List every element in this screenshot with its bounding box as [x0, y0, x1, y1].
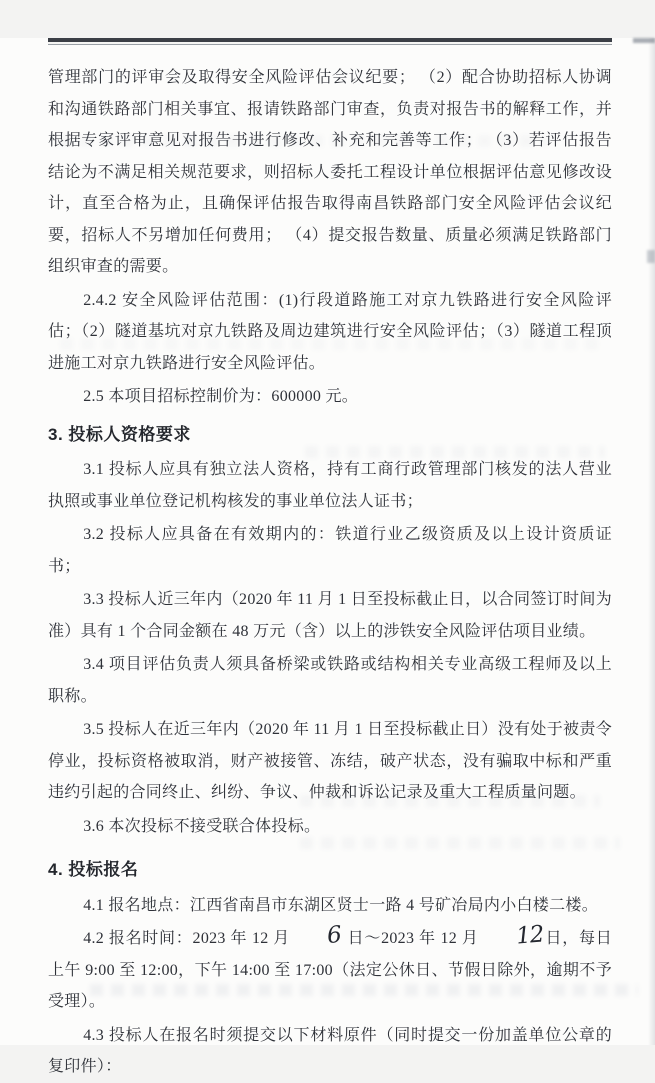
document-page [0, 38, 655, 1075]
clause-3-4: 3.4 项目评估负责人须具备桥梁或铁路或结构相关专业高级工程师及以上职称。 [48, 656, 612, 705]
scan-speck-right-edge [647, 250, 655, 263]
handwritten-day-end: 12 [514, 921, 545, 950]
header-rule [48, 38, 612, 45]
section-3-heading: 3. 投标人资格要求 [48, 424, 191, 444]
clause-4-2 [48, 923, 612, 1018]
clause-4-2-text-after: 日，每日上午 9:00 至 12:00，下午 14:00 至 17:00（法定公休日、节假日除外，逾期不予受理）。 [48, 930, 613, 1010]
clause-3-2: 3.2 投标人应具备在有效期内的：铁道行业乙级资质及以上设计资质证书； [48, 526, 612, 575]
page-edge-shadow [648, 38, 655, 1045]
section-4-heading: 4. 投标报名 [48, 860, 139, 879]
clause-4-3: 4.3 投标人在报名时须提交以下材料原件（同时提交一份加盖单位公章的复印件）： [48, 1026, 612, 1075]
clause-4-2-text-before: 4.2 报名时间：2023 年 12 月 [83, 930, 291, 947]
clause-3-6: 3.6 本次投标不接受联合体投标。 [83, 817, 321, 835]
clause-4-2-text-mid: 日～2023 年 12 月 [342, 930, 479, 947]
clause-2-5: 2.5 本项目招标控制价为：600000 元。 [83, 388, 359, 405]
handwritten-day-start: 6 [326, 921, 342, 950]
clause-2-4-2: 2.4.2 安全风险评估范围：(1)行段道路施工对京九铁路进行安全风险评估；（2）隧道基坑对京九铁路及周边建筑进行安全风险评估；（3）隧道工程顶进施工对京九铁路进行安全风险评估。 [48, 291, 612, 372]
clause-3-5: 3.5 投标人在近三年内（2020 年 11 月 1 日至投标截止日）没有处于被责令停业，投标资格被取消，财产被接管、冻结，破产状态，没有骗取中标和严重违约引起的合同终止、纠纷、争议、仲裁和诉讼记录及重大工程质量问题。 [48, 721, 612, 801]
clause-3-1: 3.1 投标人应具有独立法人资格，持有工商行政管理部门核发的法人营业执照或事业单位登记机构核发的事业单位法人证书； [48, 461, 612, 510]
paragraph-continuation: 管理部门的评审会及取得安全风险评估会议纪要； （2）配合协助招标人协调和沟通铁路部门相关事宜、报请铁路部门审查，负责对报告书的解释工作，并根据专家评审意见对报告书进行修改、补充和完善等工作； （3）若评估报告结论为不满足相关规范要求，则招标人委托工程设计单位根据评估意见修改设计，直至合格为止，且确保评估报告取得南昌铁路部门安全风险评估会议纪要，招标人不另增加任何费用； （4）提交报告数量、质量必须满足铁路部门组织审查的需要。 [48, 69, 612, 275]
scan-speck-top-right [633, 38, 655, 43]
clause-3-3: 3.3 投标人近三年内（2020 年 11 月 1 日至投标截止日，以合同签订时间为准）具有 1 个合同金额在 48 万元（含）以上的涉铁安全风险评估项目业绩。 [48, 591, 612, 640]
clause-4-1: 4.1 报名地点：江西省南昌市东湖区贤士一路 4 号矿冶局内小白楼二楼。 [83, 896, 598, 914]
document-body [48, 62, 612, 1083]
